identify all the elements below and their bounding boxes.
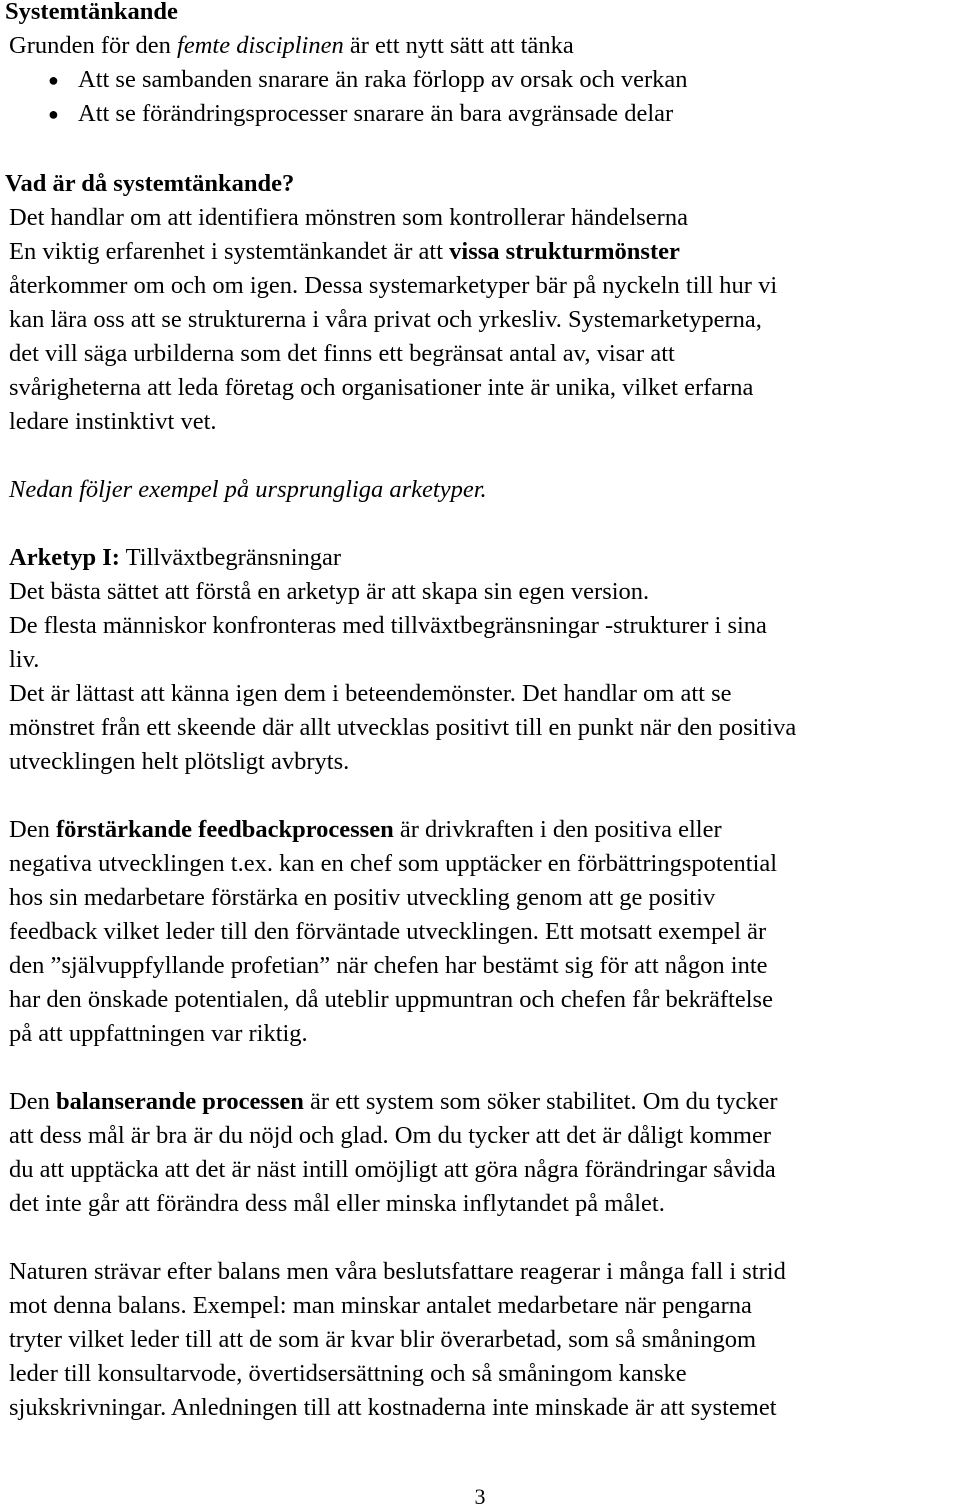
paragraph-line: det inte går att förändra dess mål eller minska inflytandet på målet.	[9, 1190, 665, 1217]
paragraph-line: tryter vilket leder till att de som är kvar blir överarbetad, som så småningom	[9, 1326, 757, 1353]
bold-phrase: balanserande processen	[55, 1088, 304, 1115]
paragraph-line: det vill säga urbilderna som det finns ett begränsat antal av, visar att	[9, 340, 675, 367]
paragraph-line: Naturen strävar efter balans men våra beslutsfattare reagerar i många fall i strid	[9, 1258, 786, 1285]
intro-text-end: är ett nytt sätt att tänka	[343, 32, 574, 59]
archetype-name: Tillväxtbegränsningar	[119, 544, 342, 571]
paragraph-line: Det bästa sättet att förstå en arketyp är att skapa sin egen version.	[9, 578, 650, 605]
paragraph-line: Det är lättast att känna igen dem i beteendemönster. Det handlar om att se	[9, 680, 732, 707]
paragraph-line: kan lära oss att se strukturerna i våra privat och yrkesliv. Systemarketyperna,	[9, 306, 762, 333]
page-number: 3	[474, 1484, 486, 1509]
paragraph-line: du att upptäcka att det är näst intill omöjligt att göra några förändringar såvida	[9, 1156, 776, 1183]
paragraph-line: att dess mål är bra är du nöjd och glad. Om du tycker att det är dåligt kommer	[9, 1122, 771, 1149]
bold-phrase: förstärkande feedbackprocessen	[55, 816, 394, 843]
paragraph-line: har den önskade potentialen, då uteblir uppmuntran och chefen får bekräftelse	[9, 986, 773, 1013]
paragraph-line: Det handlar om att identifiera mönstren som kontrollerar händelserna	[9, 204, 688, 231]
intro-text: Grunden för den	[9, 32, 178, 59]
intro-emphasis: femte disciplinen	[177, 32, 344, 59]
examples-note: Nedan följer exempel på ursprungliga arketyper.	[9, 476, 487, 503]
paragraph-text: En viktig erfarenhet i systemtänkandet är att	[9, 238, 450, 265]
paragraph-line: feedback vilket leder till den förväntade utvecklingen. Ett motsatt exempel är	[9, 918, 767, 945]
section-heading: Vad är då systemtänkande?	[5, 170, 295, 197]
paragraph-line: liv.	[9, 646, 40, 673]
bullet-item: Att se sambanden snarare än raka förlopp av orsak och verkan	[78, 66, 688, 93]
paragraph-text: är ett system som söker stabilitet. Om du tycker	[303, 1088, 778, 1115]
paragraph-line: leder till konsultarvode, övertidsersättning och så småningom kanske	[9, 1360, 687, 1387]
paragraph-line: mönstret från ett skeende där allt utvecklas positivt till en punkt när den positiva	[9, 714, 797, 741]
bullet-item: Att se förändringsprocesser snarare än bara avgränsade delar	[78, 100, 674, 127]
paragraph-line: återkommer om och om igen. Dessa systemarketyper bär på nyckeln till hur vi	[9, 272, 778, 299]
archetype-label: Arketyp I:	[9, 544, 120, 571]
paragraph-line	[9, 813, 722, 847]
bullet-icon: ●	[48, 104, 59, 124]
bold-phrase: vissa strukturmönster	[449, 238, 680, 265]
paragraph-line: utvecklingen helt plötsligt avbryts.	[9, 748, 350, 775]
paragraph-line: negativa utvecklingen t.ex. kan en chef som upptäcker en förbättringspotential	[9, 850, 778, 877]
paragraph-line: mot denna balans. Exempel: man minskar antalet medarbetare när pengarna	[9, 1292, 752, 1319]
archetype-heading	[9, 541, 341, 575]
page-title: Systemtänkande	[5, 0, 178, 25]
paragraph-line: hos sin medarbetare förstärka en positiv utveckling genom att ge positiv	[9, 884, 716, 911]
paragraph-line: på att uppfattningen var riktig.	[9, 1020, 308, 1047]
paragraph-text: Den	[9, 1088, 56, 1115]
paragraph-line: svårigheterna att leda företag och organisationer inte är unika, vilket erfarna	[9, 374, 754, 401]
paragraph-line	[9, 235, 680, 269]
paragraph-line	[9, 1085, 778, 1119]
paragraph-line: sjukskrivningar. Anledningen till att kostnaderna inte minskade är att systemet	[9, 1394, 777, 1421]
paragraph-text: är drivkraften i den positiva eller	[393, 816, 722, 843]
paragraph-line: ledare instinktivt vet.	[9, 408, 217, 435]
bullet-icon: ●	[48, 70, 59, 90]
intro-line	[9, 29, 574, 63]
paragraph-line: den ”självuppfyllande profetian” när chefen har bestämt sig för att någon inte	[9, 952, 768, 979]
paragraph-line: De flesta människor konfronteras med tillväxtbegränsningar -strukturer i sina	[9, 612, 767, 639]
paragraph-text: Den	[9, 816, 56, 843]
